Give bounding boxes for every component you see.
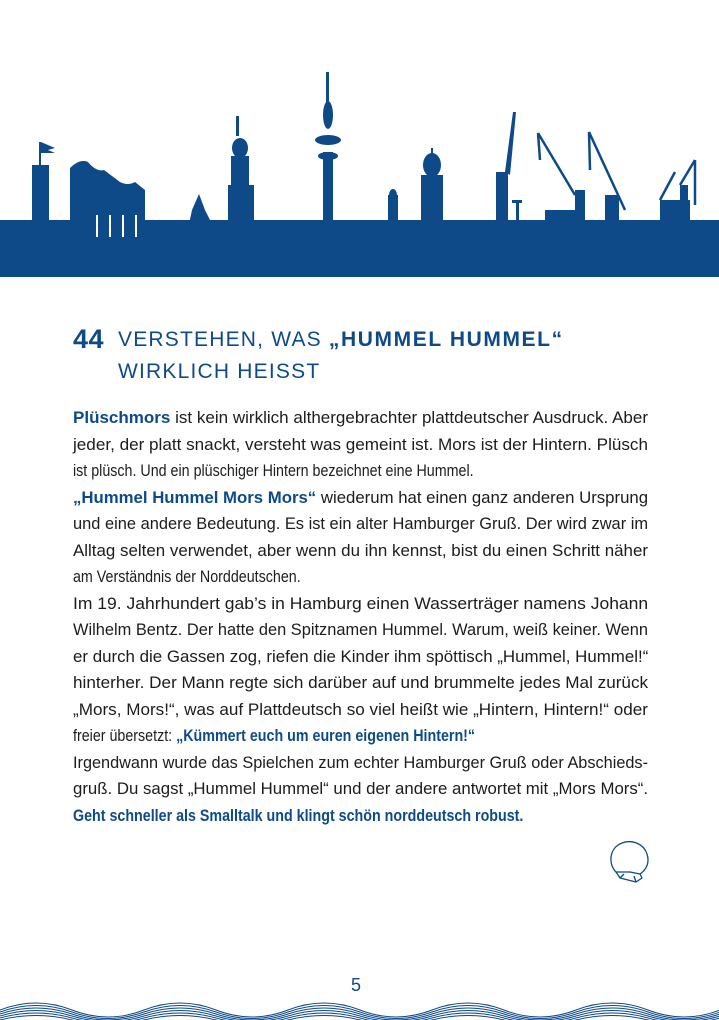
waves-decoration (0, 996, 719, 1020)
term-plueschmors: Plüschmors (73, 408, 171, 427)
body-line: Im 19. Jahrhundert gab’s in Hamburg einen Wasserträger namens Johann (73, 593, 649, 613)
body-line (73, 485, 648, 512)
article-body (73, 405, 648, 829)
body-line: Alltag selten verwendet, aber wenn du ihn kennst, bist du einen Schritt näher (73, 540, 648, 560)
scallop-shell-icon (606, 838, 652, 884)
page-number: 5 (351, 975, 362, 995)
section-title-line-1 (118, 328, 564, 352)
body-line: Wilhelm Bentz. Der hatte den Spitznamen Hummel. Warum, weiß keiner. Wenn (73, 620, 648, 639)
body-text: freier übersetzt: (73, 726, 177, 745)
closing-highlight: Geht schneller als Smalltalk und klingt schön norddeutsch robust. (73, 805, 524, 825)
body-line: gruß. Du sagst „Hummel Hummel“ und der andere antwortet mit „Mors Mors“. (73, 779, 649, 798)
section-number: 44 (73, 324, 105, 354)
body-text: ist kein wirklich althergebrachter plattdeutscher Ausdruck. Aber (170, 408, 648, 427)
section-title-line-2: WIRKLICH HEISST (118, 360, 321, 383)
body-line: „Mors, Mors!“, was auf Plattdeutsch so viel heißt wie „Hintern, Hintern!“ oder (73, 699, 648, 719)
body-line: hinterher. Der Mann regte sich darüber auf und brummelte jedes Mal zurück (73, 673, 649, 692)
hamburg-skyline-illustration (0, 60, 719, 277)
body-line: Irgendwann wurde das Spielchen zum echter Hamburger Gruß oder Abschieds- (73, 752, 648, 772)
body-line: und eine andere Bedeutung. Es ist ein alter Hamburger Gruß. Der wird zwar im (73, 514, 649, 533)
title-prefix: VERSTEHEN, WAS (118, 328, 329, 351)
title-emphasis: „HUMMEL HUMMEL“ (328, 328, 564, 351)
body-line: er durch die Gassen zog, riefen die Kinder ihm spöttisch „Hummel, Hummel!“ (73, 646, 649, 666)
body-line (73, 405, 648, 432)
body-line: am Verständnis der Norddeutschen. (73, 567, 301, 586)
body-line: jeder, der platt snackt, versteht was gemeint ist. Mors ist der Hintern. Plüsch (73, 434, 648, 454)
body-text: wiederum hat einen ganz anderen Ursprung (316, 487, 649, 507)
body-line (73, 723, 475, 750)
translation-highlight: „Kümmert euch um euren eigenen Hintern!“ (176, 726, 476, 745)
body-line: ist plüsch. Und ein plüschiger Hintern bezeichnet eine Hummel. (73, 461, 474, 480)
term-hummel-greeting: „Hummel Hummel Mors Mors“ (73, 487, 317, 507)
